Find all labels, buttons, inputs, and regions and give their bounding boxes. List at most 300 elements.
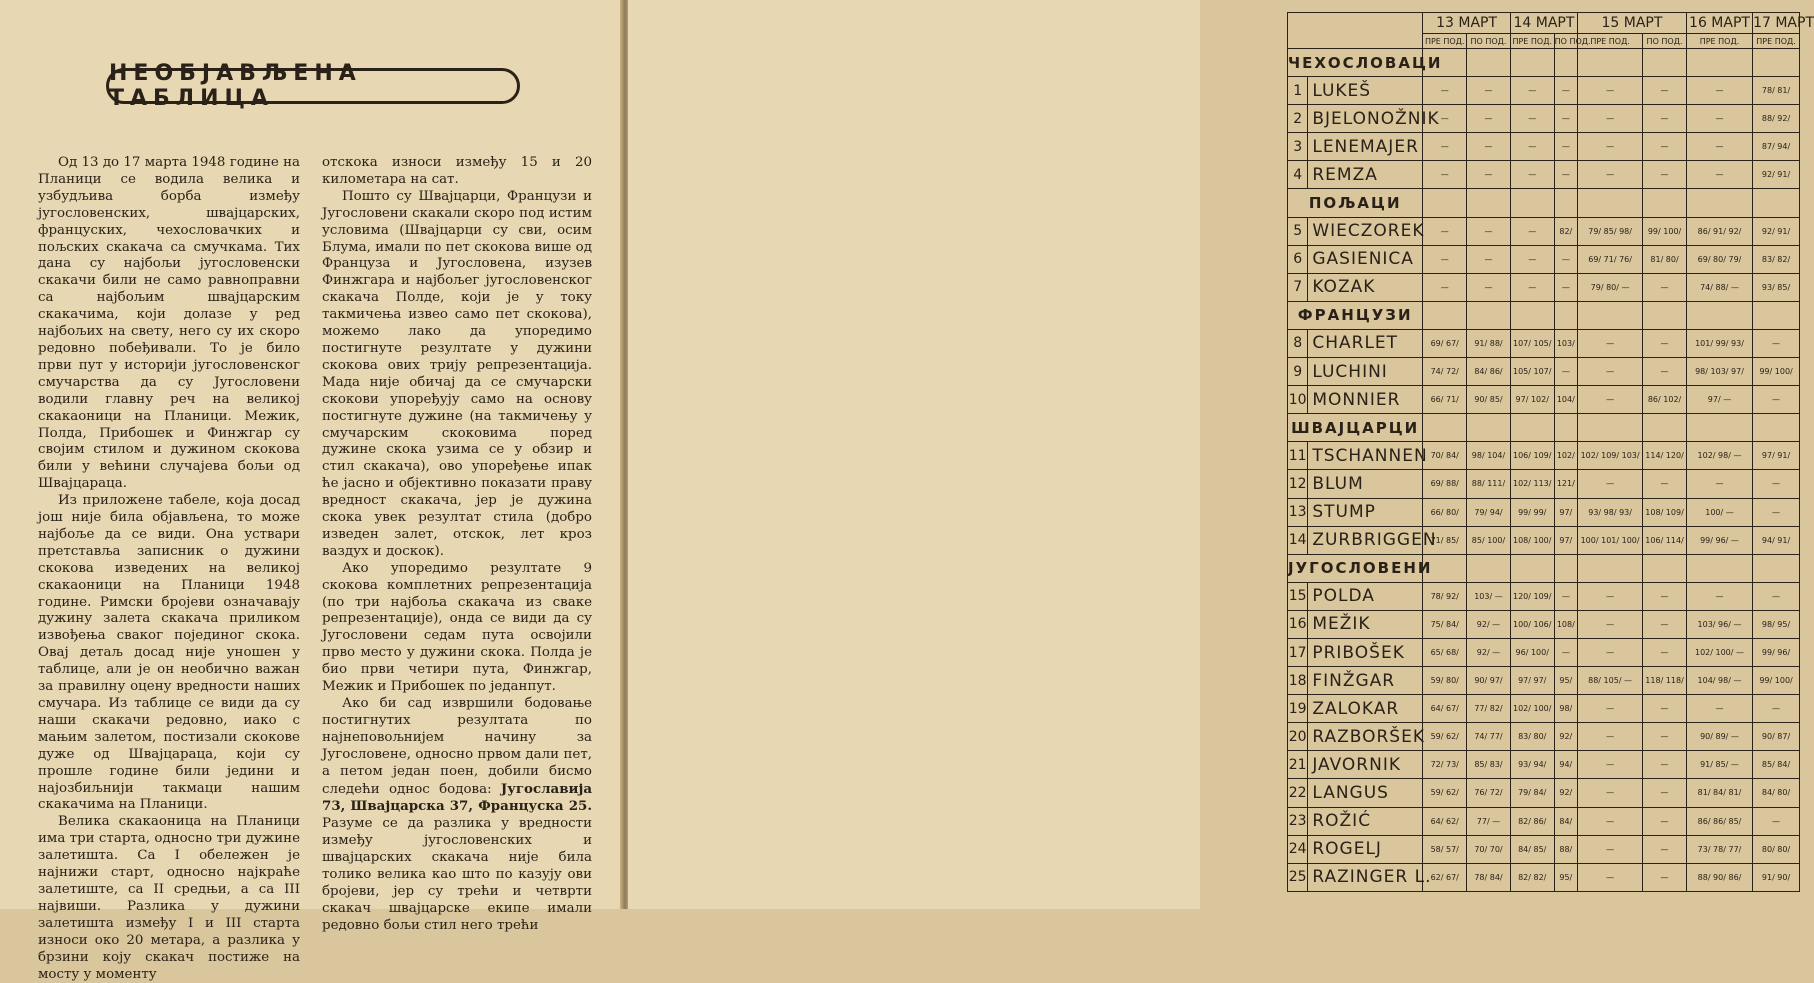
jump-cell: — — [1554, 77, 1577, 105]
jump-cell: — — [1578, 610, 1643, 638]
jump-cell: 92/ 91/ — [1753, 217, 1800, 245]
jump-cell: 97/ — [1554, 498, 1577, 526]
jump-cell: — — [1753, 470, 1800, 498]
table-row — [1288, 835, 1800, 863]
text-column-2 — [322, 155, 592, 935]
paragraph: Пошто су Швајцарци, Французи и Југословени скакали скоро под истим условима (Швајцарци су сви, осим Блума, имали по пет скокова више од Француза и Југословена, изузев Финжгара и најбољег југословенског скакача Полде, који је у току такмичења извео само пет скокова), можемо лако да упоредимо постигнуте резултате у дужини скокова ових трију репрезентација. Мада није обичај да се смучарски скокови упоређују само на основу постигнуте дужине (на такмичењу у смучарским скоковима поред дужине скока узима се у обзир и стил скакача), ово упоређење ипак ће јасно и објективно показати праву вредност скакача, јер је дужина скока увек резултат стила (добро изведен залет, отскок, лет кроз ваздух и доскок). — [322, 188, 592, 559]
jump-cell: 103/ — [1554, 329, 1577, 357]
jump-cell: 92/ — — [1467, 610, 1511, 638]
empty-cell — [1578, 189, 1643, 217]
jump-cell: 104/ 98/ — — [1686, 667, 1752, 695]
jump-cell: 90/ 87/ — [1753, 723, 1800, 751]
group-label: ФРАНЦУЗИ — [1288, 301, 1423, 329]
jump-cell: 99/ 96/ — — [1686, 526, 1752, 554]
table-row — [1288, 133, 1800, 161]
empty-cell — [1578, 414, 1643, 442]
jumper-name: ZALOKAR — [1308, 695, 1423, 723]
jump-cell: 66/ 71/ — [1423, 386, 1467, 414]
jumper-number: 25 — [1288, 863, 1308, 891]
jumper-number: 21 — [1288, 751, 1308, 779]
jump-cell: — — [1578, 105, 1643, 133]
title-banner — [106, 61, 520, 111]
jumper-name: RAZBORŠEK — [1308, 723, 1423, 751]
group-label: ПОЉАЦИ — [1288, 189, 1423, 217]
jump-cell: 88/ 90/ 86/ — [1686, 863, 1752, 891]
jump-cell: 105/ 107/ — [1510, 358, 1554, 386]
jump-cell: 79/ 85/ 98/ — [1578, 217, 1643, 245]
paragraph: Од 13 до 17 марта 1948 године на Планици се водила велика и узбудљива борба између југословенских, швајцарских, француских, чехословачких и пољских скакача са смучкама. Тих дана су најбољи југословенски скакачи били не само равноправни са најбољим швајцарским скакачима, који долазе у ред најбољих на свету, него су их скоро редовно побеђивали. То је било први пут у историји југословенског смучарства да су Југословени водили главну реч на великој скакаоници на Планици. Межик, Полда, Прибошек и Финжгар су својим стилом и дужином скокова били у већини случајева бољи од Швајцараца. — [38, 155, 300, 492]
empty-cell — [1686, 49, 1752, 77]
group-row — [1288, 189, 1800, 217]
jumper-number: 13 — [1288, 498, 1308, 526]
jump-cell: — — [1467, 77, 1511, 105]
session-header: ПО ПОД. — [1554, 34, 1577, 49]
jumper-name: WIECZOREK — [1308, 217, 1423, 245]
table-row — [1288, 386, 1800, 414]
jump-cell: 91/ 88/ — [1467, 329, 1511, 357]
empty-cell — [1554, 414, 1577, 442]
jumper-number: 10 — [1288, 386, 1308, 414]
jump-cell: — — [1578, 638, 1643, 666]
jumper-number: 18 — [1288, 667, 1308, 695]
empty-cell — [1510, 554, 1554, 582]
empty-cell — [1686, 189, 1752, 217]
jump-cell: — — [1686, 470, 1752, 498]
jump-cell: 97/ — — [1686, 386, 1752, 414]
jump-cell: 83/ 80/ — [1510, 723, 1554, 751]
empty-cell — [1554, 554, 1577, 582]
empty-cell — [1423, 189, 1467, 217]
jump-cell: 104/ — [1554, 386, 1577, 414]
jump-cell: 102/ 98/ — — [1686, 442, 1752, 470]
jumper-number: 20 — [1288, 723, 1308, 751]
jump-cell: 88/ 105/ — — [1578, 667, 1643, 695]
jump-cell: — — [1578, 358, 1643, 386]
corner-cell — [1288, 13, 1423, 49]
jump-cell: — — [1643, 273, 1687, 301]
jump-cell: 91/ 90/ — [1753, 863, 1800, 891]
jump-cell: — — [1554, 358, 1577, 386]
empty-cell — [1686, 414, 1752, 442]
jumper-name: LUCHINI — [1308, 358, 1423, 386]
jump-cell: — — [1578, 133, 1643, 161]
group-label: ШВАЈЦАРЦИ — [1288, 414, 1423, 442]
jump-cell: 74/ 72/ — [1423, 358, 1467, 386]
jump-cell: 120/ 109/ — [1510, 582, 1554, 610]
jump-cell: 93/ 98/ 93/ — [1578, 498, 1643, 526]
paragraph: Велика скакаоница на Планици има три старта, односно три дужине залетишта. Са I обележен је најнижи старт, односно најкраће залетиште, са II средњи, а са III највиши. Разлика у дужини залетишта између I и III старта износи око 20 метара, а разлика у брзини коју скакач постиже на мосту у моменту — [38, 814, 300, 982]
jump-cell: 121/ — [1554, 470, 1577, 498]
jumper-name: RAZINGER L. — [1308, 863, 1423, 891]
jumper-name: JAVORNIK — [1308, 751, 1423, 779]
jump-cell: 99/ 96/ — [1753, 638, 1800, 666]
jumper-number: 7 — [1288, 273, 1308, 301]
jump-cell: — — [1510, 105, 1554, 133]
table-row — [1288, 751, 1800, 779]
jump-cell: 58/ 57/ — [1423, 835, 1467, 863]
jump-cell: — — [1643, 77, 1687, 105]
empty-cell — [1554, 49, 1577, 77]
jumper-number: 1 — [1288, 77, 1308, 105]
jump-cell: — — [1643, 329, 1687, 357]
jump-cell: — — [1643, 161, 1687, 189]
jump-cell: 90/ 85/ — [1467, 386, 1511, 414]
group-row — [1288, 49, 1800, 77]
jump-cell: 108/ — [1554, 610, 1577, 638]
jump-cell: — — [1467, 273, 1511, 301]
jump-cell: 83/ 82/ — [1753, 245, 1800, 273]
jumper-name: GASIENICA — [1308, 245, 1423, 273]
jump-cell: 95/ — [1554, 863, 1577, 891]
group-label: ЈУГОСЛОВЕНИ — [1288, 554, 1423, 582]
jump-cell: — — [1686, 161, 1752, 189]
jump-cell: — — [1578, 751, 1643, 779]
jump-cell: — — [1423, 245, 1467, 273]
jump-cell: — — [1753, 329, 1800, 357]
jump-cell: — — [1423, 77, 1467, 105]
jump-cell: — — [1467, 217, 1511, 245]
jumper-number: 5 — [1288, 217, 1308, 245]
jump-cell: 99/ 99/ — [1510, 498, 1554, 526]
paragraph-text: Ако би сад извршили бодовање постигнутих резултата по најнеповољнијем начину за Југословене, односно првом дали пет, а петом један поен, добили бисмо следећи однос бодова: — [322, 696, 592, 797]
jump-cell: 77/ 82/ — [1467, 695, 1511, 723]
jumper-name: ROGELJ — [1308, 835, 1423, 863]
table-row — [1288, 610, 1800, 638]
session-header: ПРЕ ПОД. — [1578, 34, 1643, 49]
table-row — [1288, 105, 1800, 133]
jump-cell: 59/ 62/ — [1423, 723, 1467, 751]
empty-cell — [1686, 301, 1752, 329]
jump-cell: — — [1578, 386, 1643, 414]
jumper-name: REMZA — [1308, 161, 1423, 189]
jumper-name: STUMP — [1308, 498, 1423, 526]
empty-cell — [1643, 414, 1687, 442]
jump-cell: — — [1643, 582, 1687, 610]
jump-cell: — — [1578, 835, 1643, 863]
jump-cell: — — [1643, 470, 1687, 498]
jump-cell: 85/ 84/ — [1753, 751, 1800, 779]
jump-cell: 66/ 80/ — [1423, 498, 1467, 526]
group-row — [1288, 554, 1800, 582]
jump-cell: 100/ 106/ — [1510, 610, 1554, 638]
jump-cell: 97/ 102/ — [1510, 386, 1554, 414]
empty-cell — [1753, 49, 1800, 77]
jump-cell: 72/ 73/ — [1423, 751, 1467, 779]
jump-cell: — — [1578, 329, 1643, 357]
jump-cell: 92/ — [1554, 723, 1577, 751]
jump-cell: 69/ 88/ — [1423, 470, 1467, 498]
jumper-name: ROŽIĆ — [1308, 807, 1423, 835]
table-row — [1288, 329, 1800, 357]
jump-cell: 59/ 80/ — [1423, 667, 1467, 695]
jump-cell: 85/ 83/ — [1467, 751, 1511, 779]
jump-cell: 62/ 67/ — [1423, 863, 1467, 891]
jump-cell: 96/ 100/ — [1510, 638, 1554, 666]
table-row — [1288, 498, 1800, 526]
jump-cell: 86/ 91/ 92/ — [1686, 217, 1752, 245]
jump-cell: 102/ 100/ — [1510, 695, 1554, 723]
jump-cell: 97/ — [1554, 526, 1577, 554]
jump-cell: 78/ 81/ — [1753, 77, 1800, 105]
jump-cell: 98/ 104/ — [1467, 442, 1511, 470]
jumper-number: 15 — [1288, 582, 1308, 610]
day-header: 13 МАРТ — [1423, 13, 1511, 34]
jump-cell: 108/ 100/ — [1510, 526, 1554, 554]
jumper-number: 24 — [1288, 835, 1308, 863]
session-header: ПРЕ ПОД. — [1686, 34, 1752, 49]
jump-cell: 80/ 80/ — [1753, 835, 1800, 863]
jump-cell: 98/ — [1554, 695, 1577, 723]
jumper-name: ZURBRIGGEN — [1308, 526, 1423, 554]
jump-cell: — — [1554, 161, 1577, 189]
jump-cell: 107/ 105/ — [1510, 329, 1554, 357]
jump-cell: 99/ 100/ — [1753, 667, 1800, 695]
jump-cell: — — [1643, 133, 1687, 161]
jump-cell: 92/ 91/ — [1753, 161, 1800, 189]
empty-cell — [1467, 554, 1511, 582]
jump-cell: — — [1578, 723, 1643, 751]
score-result: Југославија 73, Швајцарска 37, Француска 25. — [322, 780, 592, 815]
jumper-number: 11 — [1288, 442, 1308, 470]
paragraph: отскока износи између 15 и 20 километара на сат. — [322, 155, 592, 187]
jump-cell: — — [1510, 133, 1554, 161]
jump-cell: 65/ 68/ — [1423, 638, 1467, 666]
jump-cell: 101/ 99/ 93/ — [1686, 329, 1752, 357]
jump-cell: — — [1643, 751, 1687, 779]
jump-cell: 103/ 96/ — — [1686, 610, 1752, 638]
table-row — [1288, 582, 1800, 610]
jump-cell: 92/ — — [1467, 638, 1511, 666]
jump-cell: 88/ 92/ — [1753, 105, 1800, 133]
jump-cell: — — [1578, 77, 1643, 105]
table-row — [1288, 667, 1800, 695]
jump-cell: 59/ 62/ — [1423, 779, 1467, 807]
jump-cell: 76/ 72/ — [1467, 779, 1511, 807]
jump-cell: — — [1467, 161, 1511, 189]
jump-cell: — — [1578, 695, 1643, 723]
day-header: 16 МАРТ — [1686, 13, 1752, 34]
session-header: ПРЕ ПОД. — [1510, 34, 1554, 49]
table-row — [1288, 807, 1800, 835]
jump-cell: — — [1643, 695, 1687, 723]
jump-cell: 102/ 113/ — [1510, 470, 1554, 498]
jump-cell: — — [1467, 105, 1511, 133]
jumper-number: 8 — [1288, 329, 1308, 357]
jump-cell: 79/ 80/ — — [1578, 273, 1643, 301]
empty-cell — [1753, 301, 1800, 329]
jump-cell: — — [1510, 245, 1554, 273]
results-table — [1287, 12, 1814, 892]
jump-cell: 84/ 80/ — [1753, 779, 1800, 807]
empty-cell — [1753, 189, 1800, 217]
empty-cell — [1467, 301, 1511, 329]
jump-cell: 93/ 85/ — [1753, 273, 1800, 301]
empty-cell — [1643, 49, 1687, 77]
jump-cell: 85/ 100/ — [1467, 526, 1511, 554]
jump-cell: 92/ — [1554, 779, 1577, 807]
jumper-number: 22 — [1288, 779, 1308, 807]
jumper-name: CHARLET — [1308, 329, 1423, 357]
session-header: ПО ПОД. — [1467, 34, 1511, 49]
jumper-number: 6 — [1288, 245, 1308, 273]
table-row — [1288, 217, 1800, 245]
empty-cell — [1554, 301, 1577, 329]
jump-cell: — — [1467, 133, 1511, 161]
jump-cell: 93/ 94/ — [1510, 751, 1554, 779]
page-title: НЕОБЈАВЉЕНА ТАБЛИЦА — [109, 61, 362, 111]
empty-cell — [1510, 414, 1554, 442]
paragraph: Из приложене табеле, која досад још није била објављена, то може најбоље да се види. Она уствари претставља записник о дужини скокова изведених на великој скакаоници на Планици 1948 године. Римски бројеви означавају дужину залета скакача приликом извођења сваког појединог скока. Овај детаљ досад није уношен у таблице, али је он необично важан за правилну оцену вредности наших смучара. Из таблице се види да су наши скакачи редовно, иако с мањим залетом, постизали скокове дуже од Швајцараца, који су прошле године били једини и најозбиљнији такмаци нашим скакачима на Планици. — [38, 493, 300, 813]
jump-cell: 95/ — [1554, 667, 1577, 695]
jump-cell: 103/ — — [1467, 582, 1511, 610]
jump-cell: 100/ — — [1686, 498, 1752, 526]
jump-cell: 81/ 80/ — [1643, 245, 1687, 273]
jump-cell: — — [1423, 105, 1467, 133]
table-row — [1288, 723, 1800, 751]
jump-cell: — — [1578, 161, 1643, 189]
jumper-number: 19 — [1288, 695, 1308, 723]
jumper-number: 9 — [1288, 358, 1308, 386]
group-label: ЧЕХОСЛОВАЦИ — [1288, 49, 1423, 77]
jump-cell: 99/ 100/ — [1643, 217, 1687, 245]
empty-cell — [1753, 414, 1800, 442]
paragraph — [322, 696, 592, 935]
empty-cell — [1578, 554, 1643, 582]
day-header: 14 МАРТ — [1510, 13, 1577, 34]
jump-cell: 97/ 97/ — [1510, 667, 1554, 695]
jump-cell: — — [1510, 161, 1554, 189]
jump-cell: 82/ 86/ — [1510, 807, 1554, 835]
jump-cell: — — [1643, 723, 1687, 751]
jump-cell: 77/ — — [1467, 807, 1511, 835]
jump-cell: — — [1467, 245, 1511, 273]
right-page — [628, 0, 1814, 909]
jump-cell: 69/ 67/ — [1423, 329, 1467, 357]
table-row — [1288, 77, 1800, 105]
jumper-number: 23 — [1288, 807, 1308, 835]
day-header: 17 МАРТ — [1753, 13, 1800, 34]
empty-cell — [1423, 301, 1467, 329]
paragraph-tail: Разуме се да разлика у вредности између југословенских и швајцарских скакача није била толико велика као што по казују ови бројеви, јер су трећи и четврти скакач швајцарске екипе имали редовно бољи стил него трећи — [322, 816, 592, 933]
jump-cell: 79/ 84/ — [1510, 779, 1554, 807]
empty-cell — [1643, 189, 1687, 217]
jump-cell: — — [1578, 582, 1643, 610]
empty-cell — [1643, 301, 1687, 329]
jump-cell: — — [1643, 863, 1687, 891]
jumper-name: BLUM — [1308, 470, 1423, 498]
jump-cell: — — [1578, 863, 1643, 891]
jumper-number: 16 — [1288, 610, 1308, 638]
jump-cell: — — [1578, 470, 1643, 498]
jumper-number: 3 — [1288, 133, 1308, 161]
jump-cell: — — [1554, 133, 1577, 161]
jump-cell: — — [1753, 695, 1800, 723]
jump-cell: — — [1643, 638, 1687, 666]
jumper-number: 4 — [1288, 161, 1308, 189]
jump-cell: 70/ 84/ — [1423, 442, 1467, 470]
jumper-number: 14 — [1288, 526, 1308, 554]
jump-cell: — — [1753, 582, 1800, 610]
jump-cell: 114/ 120/ — [1643, 442, 1687, 470]
jump-cell: 69/ 80/ 79/ — [1686, 245, 1752, 273]
empty-cell — [1643, 554, 1687, 582]
jump-cell: 74/ 88/ — — [1686, 273, 1752, 301]
jump-cell: — — [1554, 273, 1577, 301]
jump-cell: — — [1753, 386, 1800, 414]
table-row — [1288, 358, 1800, 386]
jump-cell: — — [1554, 105, 1577, 133]
paragraph: Ако упоредимо резултате 9 скокова комплетних репрезентација (по три најбоља скакача из сваке репрезентације), онда се види да су Југословени седам пута освојили прво место у дужини скока. Полда је био први четири пута, Финжгар, Межик и Прибошек по једанпут. — [322, 560, 592, 695]
empty-cell — [1423, 414, 1467, 442]
jump-cell: — — [1423, 217, 1467, 245]
jump-cell: 84/ 86/ — [1467, 358, 1511, 386]
jump-cell: 90/ 89/ — — [1686, 723, 1752, 751]
jump-cell: 71/ 85/ — [1423, 526, 1467, 554]
jump-cell: 73/ 78/ 77/ — [1686, 835, 1752, 863]
empty-cell — [1578, 301, 1643, 329]
table-row — [1288, 779, 1800, 807]
jumper-name: POLDA — [1308, 582, 1423, 610]
jump-cell: — — [1643, 610, 1687, 638]
session-header: ПО ПОД. — [1643, 34, 1687, 49]
jumper-name: FINŽGAR — [1308, 667, 1423, 695]
jump-cell: 94/ — [1554, 751, 1577, 779]
jump-cell: 88/ — [1554, 835, 1577, 863]
jump-cell: — — [1510, 217, 1554, 245]
jump-cell: — — [1753, 498, 1800, 526]
jump-cell: 75/ 84/ — [1423, 610, 1467, 638]
table-row — [1288, 638, 1800, 666]
jumper-name: BJELONOŽNIK — [1308, 105, 1423, 133]
jump-cell: — — [1643, 835, 1687, 863]
jump-cell: 82/ — [1554, 217, 1577, 245]
jump-cell: 91/ 85/ — — [1686, 751, 1752, 779]
empty-cell — [1554, 189, 1577, 217]
jump-cell: 99/ 100/ — [1753, 358, 1800, 386]
jump-cell: — — [1554, 582, 1577, 610]
text-column-1 — [38, 155, 300, 983]
empty-cell — [1753, 554, 1800, 582]
jump-cell: 84/ — [1554, 807, 1577, 835]
session-header: ПРЕ ПОД. — [1423, 34, 1467, 49]
jump-cell: 88/ 111/ — [1467, 470, 1511, 498]
jump-cell: 97/ 91/ — [1753, 442, 1800, 470]
jump-cell: 102/ 109/ 103/ — [1578, 442, 1643, 470]
jump-cell: 81/ 84/ 81/ — [1686, 779, 1752, 807]
group-row — [1288, 301, 1800, 329]
jump-cell: 87/ 94/ — [1753, 133, 1800, 161]
jumper-name: LUKEŠ — [1308, 77, 1423, 105]
jump-cell: — — [1554, 245, 1577, 273]
jumper-name: LENEMAJER — [1308, 133, 1423, 161]
jump-cell: 78/ 84/ — [1467, 863, 1511, 891]
jump-cell: 74/ 77/ — [1467, 723, 1511, 751]
jump-cell: — — [1753, 807, 1800, 835]
table-row — [1288, 273, 1800, 301]
jump-cell: 70/ 70/ — [1467, 835, 1511, 863]
jump-cell: 84/ 85/ — [1510, 835, 1554, 863]
table-row — [1288, 526, 1800, 554]
jump-cell: 108/ 109/ — [1643, 498, 1687, 526]
jump-cell: 86/ 102/ — [1643, 386, 1687, 414]
empty-cell — [1467, 414, 1511, 442]
session-header: ПРЕ ПОД. — [1753, 34, 1800, 49]
jump-cell: — — [1578, 807, 1643, 835]
jump-cell: — — [1643, 358, 1687, 386]
jump-cell: 78/ 92/ — [1423, 582, 1467, 610]
jumper-name: TSCHANNEN — [1308, 442, 1423, 470]
jump-cell: 86/ 86/ 85/ — [1686, 807, 1752, 835]
